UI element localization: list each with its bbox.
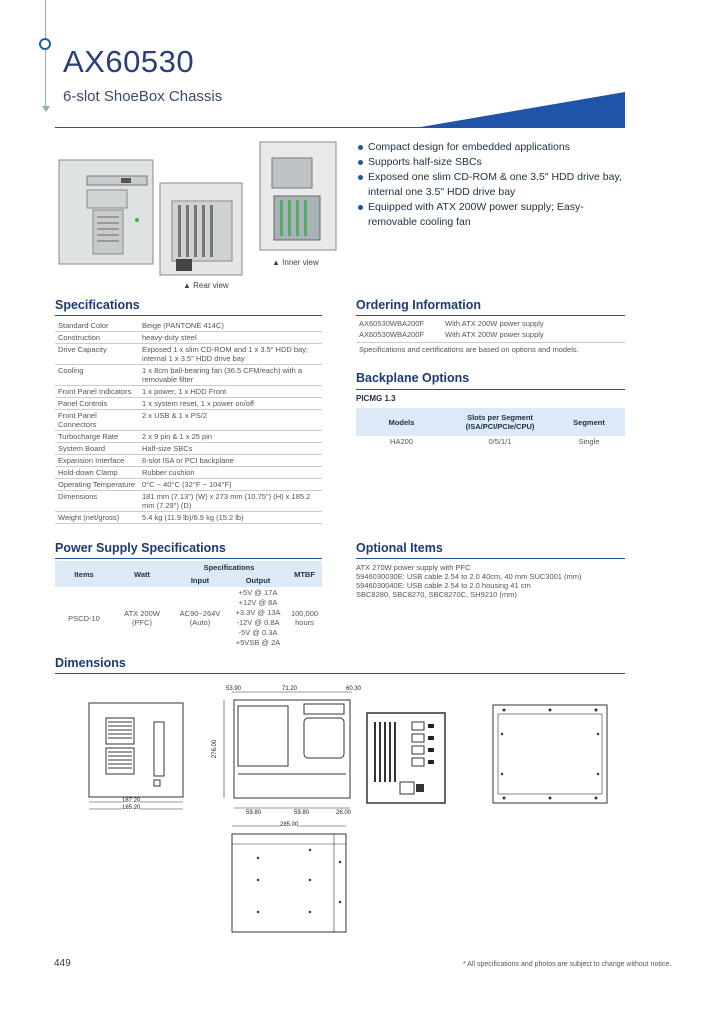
spec-key: Dimensions: [55, 491, 139, 512]
spec-key: Standard Color: [55, 320, 139, 332]
spec-value: 1 x power, 1 x HDD Front: [139, 386, 322, 398]
ordering-note: Specifications and certifications are based on options and models.: [359, 345, 579, 354]
feature-item: Exposed one slim CD-ROM & one 3.5" HDD drive bay, internal one 3.5" HDD drive bay: [358, 170, 628, 200]
order-desc: With ATX 200W power supply: [445, 330, 544, 339]
spec-key: Weight (net/gross): [55, 512, 139, 524]
feature-item: Compact design for embedded applications: [358, 140, 628, 155]
dimensions-rule: [55, 673, 625, 674]
dimension-drawing-front: [88, 702, 184, 812]
list-item: ATX 270W power supply with PFC: [356, 563, 471, 572]
col-mtbf: MTBF: [294, 569, 315, 579]
dimension-drawing-top: [492, 704, 608, 804]
table-row: [55, 467, 322, 479]
spec-value: 5.4 kg (11.9 lb)/6.9 kg (15.2 lb): [139, 512, 322, 524]
header-accent-wedge: [415, 92, 625, 128]
header-arrow-icon: [42, 106, 50, 112]
power-rule: [55, 558, 322, 559]
header-guide-line: [45, 0, 46, 110]
order-model: AX60530WBA200F: [359, 319, 425, 328]
product-photo-inner: [258, 140, 338, 252]
dim-label-bot-a: 59.80: [246, 810, 262, 816]
page-title: AX60530: [63, 44, 195, 79]
power-item: PSCD-10: [68, 613, 100, 623]
table-row: [55, 365, 322, 386]
backplane-subheading: PICMG 1.3: [356, 394, 396, 403]
footer-note: * All specifications and photos are subject to change without notice.: [463, 961, 672, 968]
output-line: +5V @ 17A: [238, 588, 278, 597]
dimension-drawing-plan: [222, 822, 352, 934]
feature-list: [358, 140, 628, 230]
output-line: -5V @ 0.3A: [238, 628, 278, 637]
dimensions-heading: Dimensions: [55, 656, 126, 670]
spec-value: 0°C ~ 40°C (32°F ~ 104°F): [139, 479, 322, 491]
feature-item: Supports half-size SBCs: [358, 155, 628, 170]
spec-key: Operating Temperature: [55, 479, 139, 491]
backplane-table: [356, 408, 625, 447]
table-row: [55, 344, 322, 365]
optional-rule: [356, 558, 625, 559]
spec-value: 1 x 8cm ball-bearing fan (36.5 CFM/each) with a removable filter: [139, 365, 322, 386]
page-number: 449: [54, 958, 71, 969]
output-line: +12V @ 8A: [238, 598, 278, 607]
spec-key: Expansion Interface: [55, 455, 139, 467]
output-line: -12V @ 0.8A: [236, 618, 280, 627]
power-table: [55, 561, 322, 649]
product-photo-front: [57, 158, 155, 266]
col-watt: Watt: [134, 569, 150, 579]
table-row: [55, 587, 322, 649]
dimension-drawing-side: [212, 686, 362, 818]
dim-label-bot-b: 59.80: [294, 810, 310, 816]
list-item: SBC8280, SBC8270, SBC8270C, SH9210 (mm): [356, 590, 517, 599]
spec-key: Turbocharge Rate: [55, 431, 139, 443]
table-row: [55, 320, 322, 332]
dim-label-top-c: 60.30: [346, 686, 362, 692]
table-row: [55, 512, 322, 524]
power-watt: ATX 200W (PFC): [124, 609, 160, 627]
dim-label-bot-c: 26.00: [336, 810, 352, 816]
col-specifications: Specifications: [203, 563, 255, 572]
list-item: 5946030040E: USB cable 2.54 to 2.0 housing 41 cm: [356, 581, 531, 590]
power-input: AC90~264V (Auto): [179, 609, 221, 627]
output-line: +5VSB @ 2A: [235, 638, 281, 647]
spec-value: 1 x system reset, 1 x power on/off: [139, 398, 322, 410]
backplane-slots: 0/5/1/1: [488, 437, 512, 446]
backplane-heading: Backplane Options: [356, 371, 470, 385]
specifications-rule: [55, 315, 322, 316]
header-rule: [55, 127, 625, 128]
ordering-heading: Ordering Information: [356, 298, 481, 312]
table-row: [55, 443, 322, 455]
table-row: [55, 455, 322, 467]
table-header-row: [55, 561, 322, 574]
table-row: [55, 491, 322, 512]
spec-value: Rubber cushion: [139, 467, 322, 479]
spec-value: heavy-duty steel: [139, 332, 322, 344]
spec-value: Exposed 1 x slim CD-ROM and 1 x 3.5" HDD bay; internal 1 x 3.5" HDD drive bay: [139, 344, 322, 365]
power-mtbf: 100,000 hours: [290, 609, 319, 627]
product-photo-rear: [158, 181, 244, 277]
col-output: Output: [245, 576, 271, 585]
col-items: Items: [74, 569, 94, 579]
specifications-heading: Specifications: [55, 298, 140, 312]
ordering-table: [356, 318, 625, 340]
spec-value: 181 mm (7.13") (W) x 273 mm (10.75") (H) x 185.2 mm (7.29") (D): [139, 491, 322, 512]
order-model: AX60530WBA200F: [359, 330, 425, 339]
header-ring-icon: [39, 38, 51, 50]
table-row: [55, 410, 322, 431]
spec-value: Beige (PANTONE 414C): [139, 320, 322, 332]
table-row: [55, 479, 322, 491]
table-row: [55, 431, 322, 443]
dim-label-top-a: 53.90: [226, 686, 242, 692]
spec-value: 2 x 9 pin & 1 x 25 pin: [139, 431, 322, 443]
list-item: 5946030030E: USB cable 2.54 to 2.0 40cm, 40 mm SUC3001 (mm): [356, 572, 582, 581]
table-row: [356, 329, 625, 340]
specifications-table: [55, 320, 322, 524]
spec-key: Front Panel Indicators: [55, 386, 139, 398]
ordering-rule: [356, 315, 625, 316]
spec-key: Construction: [55, 332, 139, 344]
power-heading: Power Supply Specifications: [55, 541, 226, 555]
table-row: [356, 436, 625, 447]
backplane-rule: [356, 389, 625, 390]
backplane-segment: Single: [578, 437, 600, 446]
backplane-model: HA200: [390, 437, 413, 446]
dimension-drawing-rear: [366, 712, 446, 804]
spec-key: Cooling: [55, 365, 139, 386]
table-row: [356, 318, 625, 329]
page-subtitle: 6-slot ShoeBox Chassis: [63, 88, 223, 105]
dim-label-top-b: 71.20: [282, 686, 298, 692]
dim-label-w2: 185.20: [122, 805, 141, 811]
table-row: [55, 398, 322, 410]
optional-heading: Optional Items: [356, 541, 443, 555]
power-output: [229, 587, 287, 649]
table-header-row: [356, 408, 625, 436]
dim-label-w1: 187.20: [122, 798, 141, 804]
spec-key: Drive Capacity: [55, 344, 139, 365]
optional-list: [356, 563, 625, 599]
table-row: [55, 332, 322, 344]
col-segment: Segment: [573, 417, 605, 427]
ordering-note-rule: [356, 342, 625, 343]
dim-label-plan-w: 285.00: [280, 822, 299, 828]
spec-key: System Board: [55, 443, 139, 455]
spec-key: Panel Controls: [55, 398, 139, 410]
col-models: Models: [388, 417, 415, 427]
spec-value: 6-slot ISA or PCI backplane: [139, 455, 322, 467]
rear-view-caption: ▲ Rear view: [183, 281, 229, 290]
order-desc: With ATX 200W power supply: [445, 319, 544, 328]
spec-key: Front Panel Connectors: [55, 410, 139, 431]
col-slots: Slots per Segment (ISA/PCI/PCIe/CPU): [465, 413, 535, 431]
inner-view-caption: ▲ Inner view: [272, 258, 319, 267]
feature-item: Equipped with ATX 200W power supply; Easy-removable cooling fan: [358, 200, 628, 230]
spec-key: Hold-down Clamp: [55, 467, 139, 479]
output-line: +3.3V @ 13A: [235, 608, 281, 617]
col-input: Input: [190, 576, 210, 585]
table-row: [55, 386, 322, 398]
spec-value: Half-size SBCs: [139, 443, 322, 455]
spec-value: 2 x USB & 1 x PS/2: [139, 410, 322, 431]
dim-label-side-h: 276.00: [212, 739, 219, 759]
